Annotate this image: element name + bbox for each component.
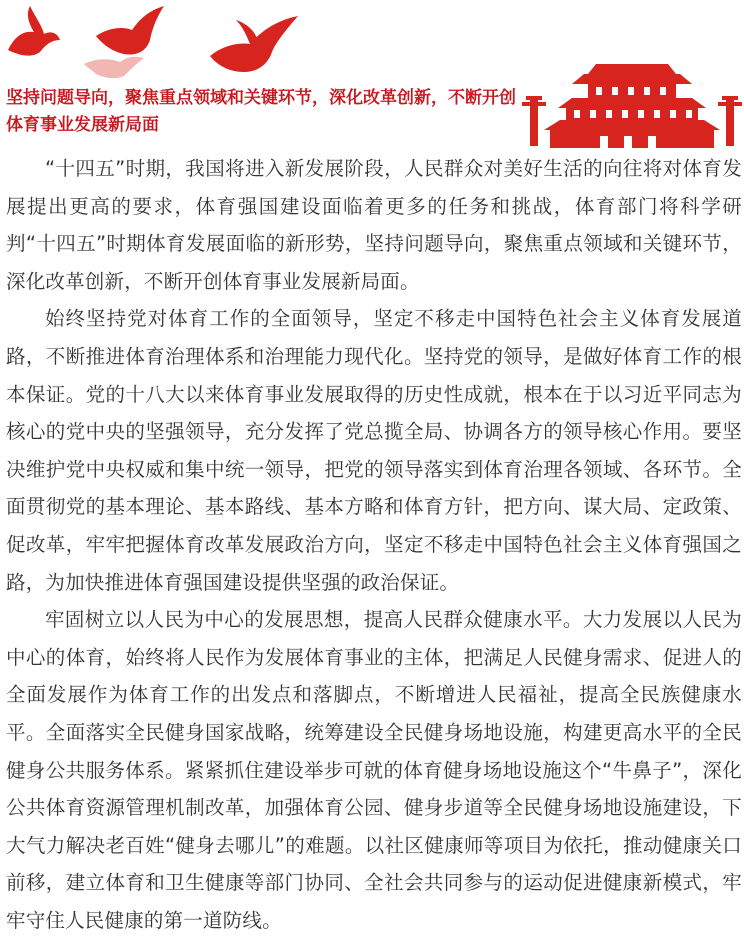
paragraph: 牢固树立以人民为中心的发展思想，提高人民群众健康水平。大力发展以人民为中心的体育，始终将人民作为发展体育事业的主体，把满足人民健身需求、促进人的全面发展作为体育工作的出发点和落脚点，不断增进人民福祉，提高全民族健康水平。全面落实全民健身国家战略，统筹建设全民健身场地设施，构建更高水平的全民健身公共服务体系。紧紧抓住建设举步可就的体育健身场地设施这个“牛鼻子”，深化公共体育资源管理机制改革，加强体育公园、健身步道等全民健身场地设施建设，下大气力解决老百姓“健身去哪儿”的难题。以社区健康师等项目为依托，推动健康关口前移，建立体育和卫生健康等部门协同、全社会共同参与的运动促进健康新模式，牢牢守住人民健康的第一道防线。 — [6, 608, 742, 932]
article-body — [6, 150, 742, 939]
huabiao-pillar-icon — [718, 96, 742, 146]
tiananmen-gate-icon — [544, 64, 720, 148]
paragraph: 始终坚持党对体育工作的全面领导，坚定不移走中国特色社会主义体育发展道路，不断推进体育治理体系和治理能力现代化。坚持党的领导，是做好体育工作的根本保证。党的十八大以来体育事业发展取得的历史性成就，根本在于以习近平同志为核心的党中央的坚强领导，充分发挥了党总揽全局、协调各方的领导核心作用。要坚决维护党中央权威和集中统一领导，把党的领导落实到体育治理各领域、各环节。全面贯彻党的基本理论、基本路线、基本方略和体育方针，把方向、谋大局、定政策、促改革，牢牢把握体育改革发展政治方向，坚定不移走中国特色社会主义体育强国之路，为加快推进体育强国建设提供坚强的政治保证。 — [6, 307, 742, 594]
dove-icon — [84, 57, 144, 78]
dove-icon — [8, 6, 60, 56]
header-banner — [0, 0, 744, 150]
dove-icon — [96, 6, 164, 54]
headline: 坚持问题导向，聚焦重点领域和关键环节，深化改革创新，不断开创体育事业发展新局面 — [6, 88, 516, 135]
paragraph: “十四五”时期，我国将进入新发展阶段，人民群众对美好生活的向往将对体育发展提出更高的要求，体育强国建设面临着更多的任务和挑战，体育部门将科学研判“十四五”时期体育发展面临的新形势，坚持问题导向，聚焦重点领域和关键环节，深化改革创新，不断开创体育事业发展新局面。 — [6, 157, 742, 293]
dove-icon — [210, 16, 298, 72]
